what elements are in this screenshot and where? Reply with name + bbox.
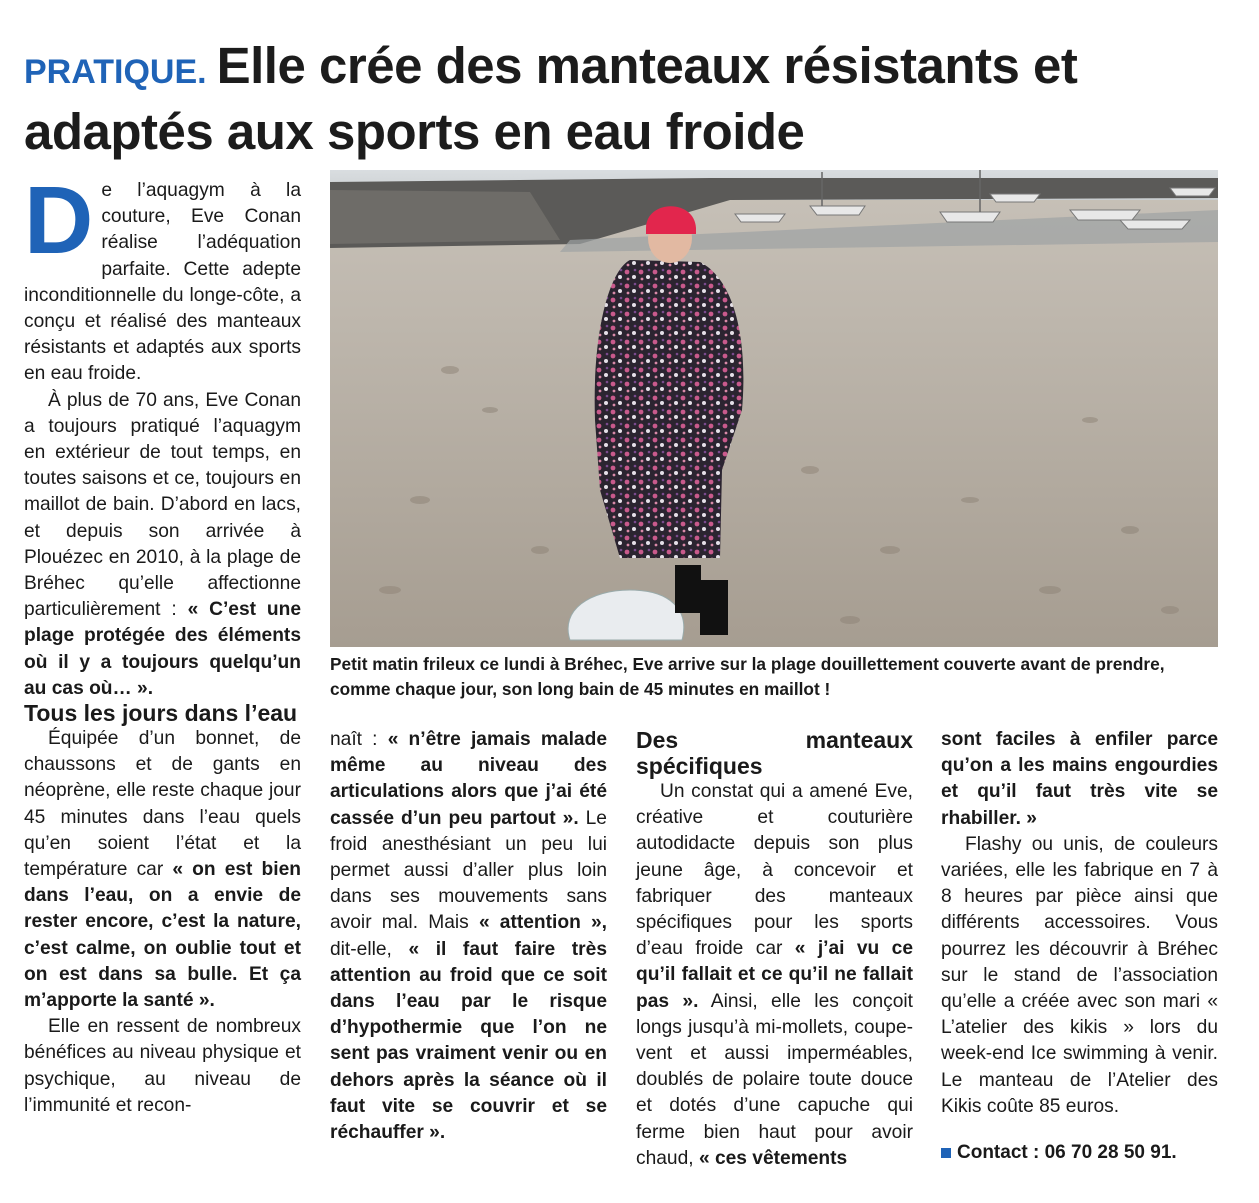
c2-text-1: Le froid anesthésiant un peu lui permet aussi d’aller plus loin dans ses mouvements sans avoir mal. Mais (330, 807, 607, 934)
photo-caption: Petit matin frileux ce lundi à Bréhec, Eve arrive sur la plage douillettement couverte avant de prendre, comme chaque jour, son long bain de 45 minutes en maillot ! (330, 654, 1165, 699)
section1-quote: « on est bien dans l’eau, on a envie de rester encore, c’est la nature, c’est calme, on oublie tout et on est dans sa bulle. Et ça m’apporte la santé ». (24, 859, 301, 1012)
column2-paragraph (330, 727, 607, 1146)
column4-paragraph: Flashy ou unis, de couleurs variées, elle les fabrique en 7 à 8 heures par pièce ainsi que différents accessoires. Vous pourrez les découvrir à Bréhec sur le stand de l’association qu’elle a créée avec son mari « L’atelier des kikis » lors du week-end Ice swimming à venir. Le manteau de l’Atelier des Kikis coûte 85 euros. (941, 833, 1218, 1117)
column-2 (330, 727, 607, 1146)
intro-column (24, 167, 301, 702)
c2-quote-2: « attention », (478, 912, 608, 934)
intro-quote: « C’est une plage protégée des éléments où il y a toujours quelqu’un au cas où… ». (24, 599, 301, 699)
c2-text-2: dit-elle, (330, 938, 409, 960)
intro-text-2: À plus de 70 ans, Eve Conan a toujours pratiqué l’aquagym en extérieur de tout temps, en toutes saisons et ce, toujours en maillot de bain. D’abord en lacs, et depuis son arrivée à Plouézec en 2010, à la plage de Bréhec qu’elle affectionne particulièrement : (24, 389, 301, 621)
section1-text-2: Elle en ressent de nombreux bénéfices au niveau physique et psychique, au niveau de l’immunité et recon- (24, 1016, 301, 1116)
c2-quote-3: « il faut faire très attention au froid que ce soit dans l’eau par le risque d’hypothermie que l’on ne sent pas vraiment venir ou en dehors après la séance où il faut vite se couvrir et se réchauffer ». (330, 938, 607, 1144)
section1-column (24, 700, 301, 1119)
contact-text: Contact : 06 70 28 50 91. (957, 1142, 1177, 1164)
article-photo (330, 170, 1218, 647)
column-4 (941, 727, 1218, 1166)
section2-heading: Des manteaux spécifiques (636, 727, 913, 779)
c2-lead: naît : (330, 729, 388, 750)
intro-paragraph-2 (24, 388, 301, 702)
blue-square-bullet-icon (941, 1148, 951, 1158)
section1-heading: Tous les jours dans l’eau (24, 700, 298, 726)
intro-paragraph-1 (24, 167, 301, 388)
kicker: PRATIQUE. (24, 53, 207, 91)
section1-paragraph-2 (24, 1014, 301, 1119)
section2-text-2: Ainsi, elle les conçoit longs jusqu’à mi-mollets, coupe-vent et aussi imperméables, doublés de polaire toute douce et dotés d’une capuche qui ferme bien haut pour avoir chaud, (636, 990, 914, 1169)
section2-text-1: Un constat qui a amené Eve, créative et couturière autodidacte depuis son plus jeune âge, à concevoir et fabriquer des manteaux spécifiques pour les sports d’eau froide car (636, 781, 913, 960)
intro-text-1: e l’aquagym à la couture, Eve Conan réalise l’adéquation parfaite. Cette adepte inconditionnelle du longe-côte, a conçu et réalisé des manteaux résistants et adaptés aux sports en eau froide. (24, 180, 301, 385)
section2-column (636, 727, 913, 1172)
section2-quote-1: « j’ai vu ce qu’il fallait et ce qu’il ne fallait pas ». (636, 938, 913, 1012)
section1-paragraph-1 (24, 726, 301, 1014)
section2-quote-2: « ces vêtements (698, 1147, 848, 1169)
beach-photo-illustration (330, 170, 1218, 647)
headline (24, 36, 1239, 162)
contact-line (941, 1140, 1218, 1166)
column4-quote: sont faciles à enfiler parce qu’on a les mains engourdies et qu’il faut très vite se rhabiller. » (941, 729, 1218, 829)
c2-quote-1: « n’être jamais malade même au niveau des articulations alors que j’ai été cassée d’un peu partout ». (330, 729, 607, 829)
drop-cap: D (24, 167, 94, 274)
section1-text-1: Équipée d’un bonnet, de chaussons et de gants en néoprène, elle reste chaque jour 45 minutes dans l’eau quels qu’en soient l’état et la température car (24, 728, 301, 881)
section2-paragraph-1 (636, 779, 913, 1172)
article-title: Elle crée des manteaux résistants et adaptés aux sports en eau froide (24, 37, 1078, 160)
